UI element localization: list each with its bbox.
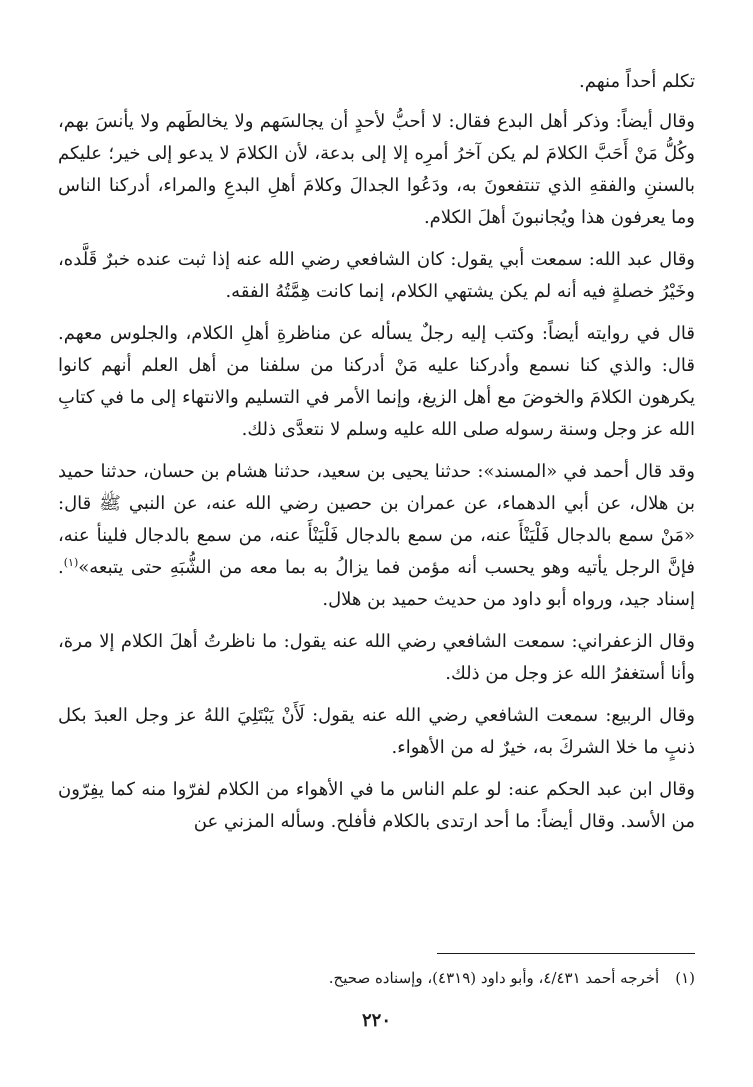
paragraph-4: قال في روايته أيضاً: وكتب إليه رجلٌ يسأله عن مناظرةِ أهلِ الكلام، والجلوس معهم. قال: والذي كنا نسمع وأدركنا عليه مَنْ أدركنا من سلفنا من أهل العلم أنهم كانوا يكرهون الكلامَ والخوضَ مع أهل الزيغ، وإنما الأمر في التسليم والانتهاء إلى ما في كتابِ الله عز وجل وسنة رسوله صلى الله عليه وسلم لا نتعدَّى ذلك. [58, 323, 695, 440]
footnote [58, 966, 695, 990]
page-number: ٢٢٠ [361, 1010, 391, 1031]
footnote-divider [437, 953, 695, 954]
paragraph-1: تكلم أحداً منهم. [579, 71, 695, 92]
paragraph-7: وقال الربيع: سمعت الشافعي رضي الله عنه يقول: لَأَنْ يَبْتَلِيَ اللهُ عز وجل العبدَ بكل ذنبٍ ما خلا الشركَ به، خيرٌ له من الأهواء. [58, 705, 695, 758]
paragraph-5 [58, 456, 695, 616]
paragraph-5-tail: . إسناد جيد، ورواه أبو داود من حديث حميد بن هلال. [58, 557, 695, 610]
paragraph-8: وقال ابن عبد الحكم عنه: لو علم الناس ما في الأهواء من الكلام لفرّوا منه كما يفِرّون من الأسد. وقال أيضاً: ما أحد ارتدى بالكلام فأفلح. وسأله المزني عن [58, 779, 695, 832]
paragraph-5-body: وقد قال أحمد في «المسند»: حدثنا يحيى بن سعيد، حدثنا هشام بن حسان، حدثنا حميد بن هلال، عن أبي الدهماء، عن عمران بن حصين رضي الله عنه، عن النبي ﷺ قال: «مَنْ سمع بالدجال فَلْيَنْأَ عنه، من سمع بالدجال فَلْيَنْأَ عنه، من سمع بالدجال فلينأ عنه، فإنَّ الرجل يأتيه وهو يحسب أنه مؤمن فما يزالُ به بما معه من الشُّبَهِ حتى يتبعه» [58, 461, 695, 578]
footnote-text: أخرجه أحمد ٤/٤٣١، وأبو داود (٤٣١٩)، وإسناده صحيح. [328, 969, 660, 987]
paragraph-2: وقال أيضاً: وذكر أهل البدع فقال: لا أحبُّ لأحدٍ أن يجالسَهم ولا يخالطَهم ولا يأنسَ بهم، وكُلُّ مَنْ أَحَبَّ الكلامَ لم يكن آخرُ أمرِه إلا إلى بدعة، لأن الكلامَ لا يدعو إلى خير؛ عليكم بالسننِ والفقهِ الذي تنتفعونَ به، ودَعُوا الجدالَ وكلامَ أهلِ البدعِ والمراء، أدركنا الناس وما يعرفون هذا ويُجانبونَ أهلَ الكلام. [58, 111, 695, 228]
footnote-reference[interactable]: (١) [63, 556, 79, 569]
paragraph-6: وقال الزعفراني: سمعت الشافعي رضي الله عنه يقول: ما ناظرتُ أهلَ الكلام إلا مرة، وأنا أستغفرُ الله عز وجل من ذلك. [58, 631, 695, 684]
footnote-number: (١) [675, 969, 695, 987]
paragraph-3: وقال عبد الله: سمعت أبي يقول: كان الشافعي رضي الله عنه إذا ثبت عنده خبرٌ قَلَّده، وخَيْرُ خصلةٍ فيه أنه لم يكن يشتهي الكلام، إنما كانت هِمَّتُهُ الفقه. [58, 249, 695, 302]
